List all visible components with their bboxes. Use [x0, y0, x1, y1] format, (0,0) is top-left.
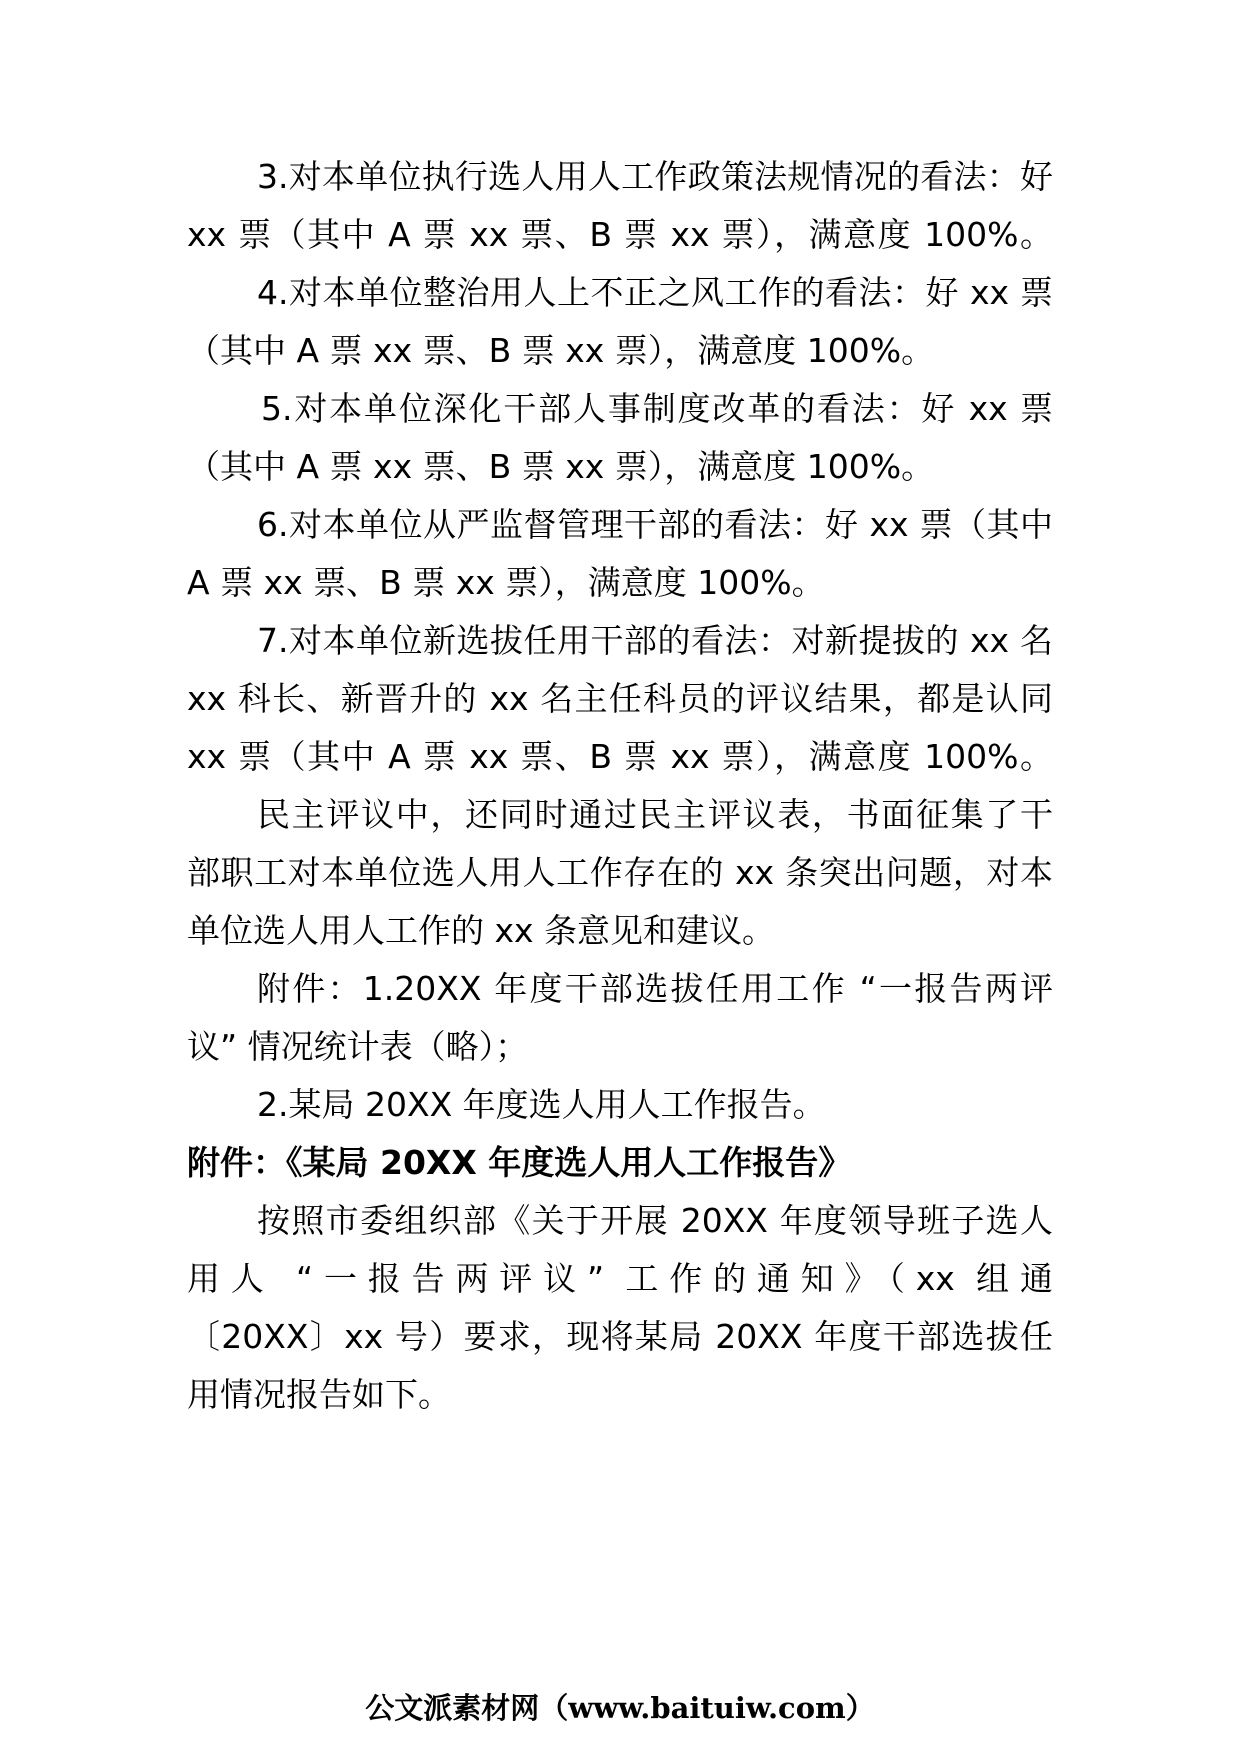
- report-intro-line-3: 〔20XX〕xx 号）要求，现将某局 20XX 年度干部选拔任: [187, 1317, 1053, 1356]
- paragraph-4-line-2: （其中 A 票 xx 票、B 票 xx 票），满意度 100%。: [187, 331, 935, 370]
- attachment-list-line-3: 2.某局 20XX 年度选人用人工作报告。: [257, 1085, 826, 1124]
- paragraph-4-line-1: 4.对本单位整治用人上不正之风工作的看法：好 xx 票: [257, 273, 1053, 312]
- paragraph-5-line-1: 5.对本单位深化干部人事制度改革的看法：好 xx 票: [261, 389, 1053, 428]
- paragraph-5-line-2: （其中 A 票 xx 票、B 票 xx 票），满意度 100%。: [187, 447, 935, 486]
- paragraph-3-line-1: 3.对本单位执行选人用人工作政策法规情况的看法：好: [257, 157, 1053, 196]
- attachment-list-line-2: 议” 情况统计表（略）；: [187, 1027, 529, 1066]
- footer-watermark: 公文派素材网（www.baituiw.com）: [365, 1691, 875, 1725]
- paragraph-3-line-2: xx 票（其中 A 票 xx 票、B 票 xx 票），满意度 100%。: [187, 215, 1053, 254]
- paragraph-7-line-1: 7.对本单位新选拔任用干部的看法：对新提拔的 xx 名: [257, 621, 1053, 660]
- evaluation-paragraph-line-2: 部职工对本单位选人用人工作存在的 xx 条突出问题，对本: [187, 853, 1053, 892]
- paragraph-7-line-3: xx 票（其中 A 票 xx 票、B 票 xx 票），满意度 100%。: [187, 737, 1053, 776]
- evaluation-paragraph-line-3: 单位选人用人工作的 xx 条意见和建议。: [187, 911, 776, 950]
- paragraph-7-line-2: xx 科长、新晋升的 xx 名主任科员的评议结果，都是认同: [187, 679, 1053, 718]
- report-intro-line-1: 按照市委组织部《关于开展 20XX 年度领导班子选人: [257, 1201, 1053, 1240]
- paragraph-6-line-1: 6.对本单位从严监督管理干部的看法：好 xx 票（其中: [257, 505, 1053, 544]
- attachment-heading: 附件：《某局 20XX 年度选人用人工作报告》: [187, 1143, 852, 1182]
- attachment-list-line-1: 附件：1.20XX 年度干部选拔任用工作 “一报告两评: [257, 969, 1053, 1008]
- report-intro-line-4: 用情况报告如下。: [187, 1375, 451, 1414]
- paragraph-6-line-2: A 票 xx 票、B 票 xx 票），满意度 100%。: [187, 563, 825, 602]
- evaluation-paragraph-line-1: 民主评议中，还同时通过民主评议表，书面征集了干: [257, 795, 1053, 834]
- report-intro-line-2: 用人 “一报告两评议” 工作的通知》（xx 组通: [187, 1259, 1053, 1298]
